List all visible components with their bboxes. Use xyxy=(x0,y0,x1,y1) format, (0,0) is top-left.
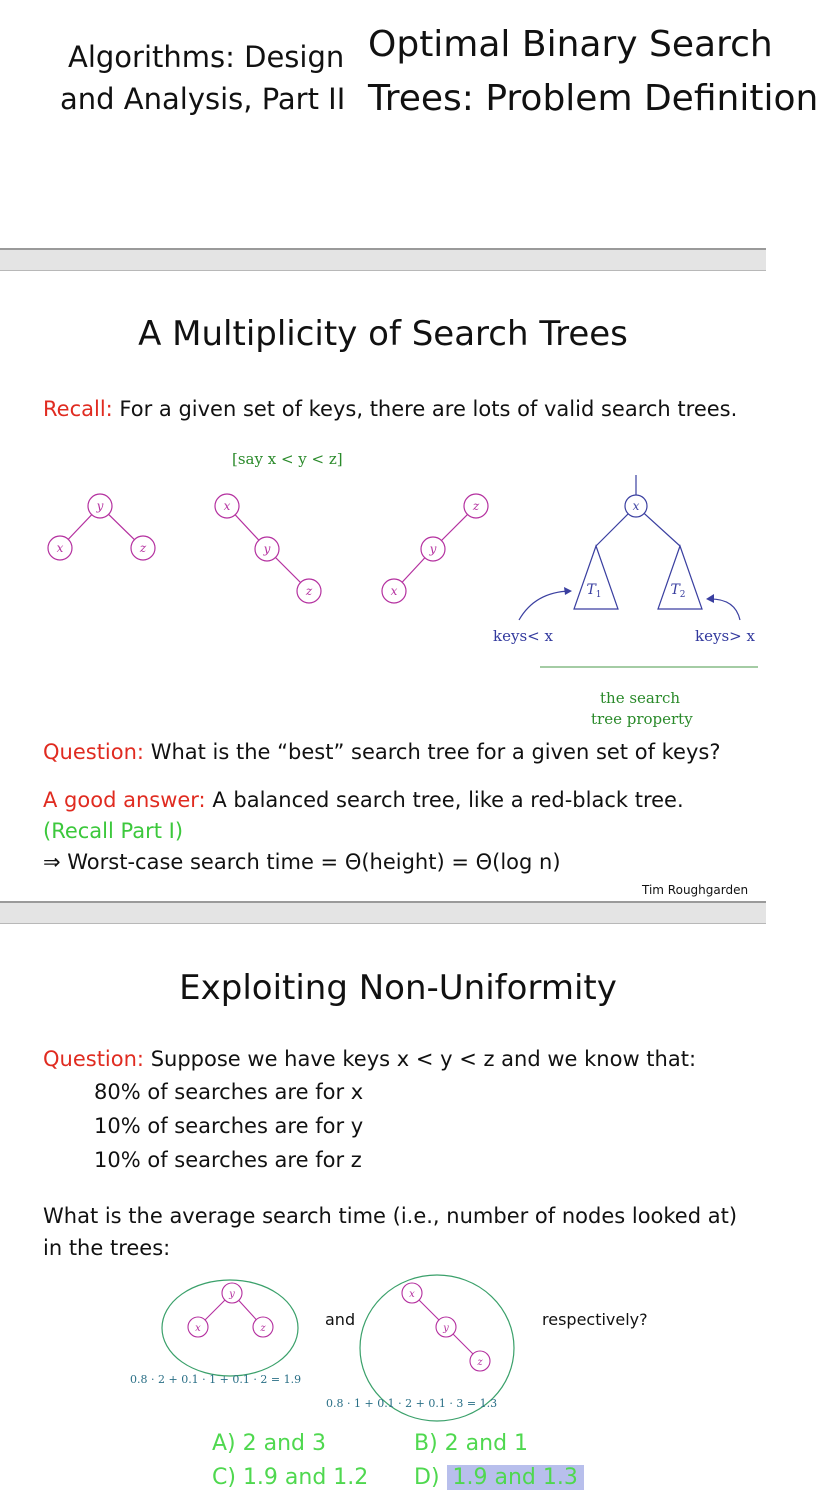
frequency-item: 80% of searches are for x xyxy=(94,1080,364,1104)
recall-text: For a given set of keys, there are lots of valid search trees. xyxy=(119,397,738,421)
question-text: What is the “best” search tree for a given set of keys? xyxy=(150,740,721,764)
answer-text: A balanced search tree, like a red-black tree. xyxy=(212,788,684,812)
recall-line xyxy=(43,397,737,421)
node-label: y xyxy=(429,542,437,556)
question-line xyxy=(43,740,720,764)
slide2-title: Exploiting Non-Uniformity xyxy=(179,968,617,1008)
frequency-item: 10% of searches are for z xyxy=(94,1148,362,1172)
and-word: and xyxy=(325,1310,356,1329)
answer-option-a[interactable]: A) 2 and 3 xyxy=(212,1431,326,1456)
node-label: x xyxy=(56,541,64,555)
answer-line xyxy=(43,788,684,812)
node-label: y xyxy=(96,499,104,513)
node-label: x xyxy=(409,1289,415,1300)
node-label: z xyxy=(477,1357,483,1368)
worst-case-line: ⇒ Worst-case search time = Θ(height) = Θ(log n) xyxy=(43,850,561,874)
keys-greater-label: keys> x xyxy=(695,627,755,645)
answer-option-d[interactable] xyxy=(414,1465,584,1490)
frequency-item: 10% of searches are for y xyxy=(94,1114,364,1138)
node-label: y xyxy=(229,1289,235,1300)
calc-tree1: 0.8 · 2 + 0.1 · 1 + 0.1 · 2 = 1.9 xyxy=(130,1373,302,1386)
node-label: x xyxy=(195,1323,201,1334)
slide1-footer: Tim Roughgarden xyxy=(642,883,749,897)
property-caption-line2: tree property xyxy=(591,710,693,728)
answer-option-d-highlight: 1.9 and 1.3 xyxy=(447,1465,584,1490)
answer-option-d-prefix: D) xyxy=(414,1465,440,1490)
answer-option-b[interactable]: B) 2 and 1 xyxy=(414,1431,529,1456)
slide2-question-line xyxy=(43,1047,696,1071)
arrow-left-head xyxy=(564,587,572,595)
slide1-title: A Multiplicity of Search Trees xyxy=(138,314,628,354)
node-label: z xyxy=(139,541,147,555)
course-title-line1: Algorithms: Design xyxy=(68,40,345,74)
course-title-line2: and Analysis, Part II xyxy=(60,82,346,116)
subtree-t1-label: $T_1$ xyxy=(586,582,602,600)
question-label: Question: xyxy=(43,740,145,764)
say-note: [say x < y < z] xyxy=(232,450,343,468)
average-question-line1: What is the average search time (i.e., number of nodes looked at) xyxy=(43,1204,738,1228)
answer-label: A good answer: xyxy=(43,788,206,812)
search-trees-diagram xyxy=(0,470,766,670)
recall-label: Recall: xyxy=(43,397,113,421)
arrow-right-head xyxy=(706,594,714,603)
slide-separator xyxy=(0,248,766,271)
arrow-left-curve xyxy=(519,591,570,620)
slide-separator xyxy=(0,901,766,924)
node-label: y xyxy=(443,1323,449,1334)
property-caption-line1: the search xyxy=(600,689,681,707)
lecture-title-line2: Trees: Problem Definition xyxy=(368,78,818,119)
node-label: z xyxy=(305,584,313,598)
respectively-word: respectively? xyxy=(542,1310,648,1329)
answer-option-c[interactable]: C) 1.9 and 1.2 xyxy=(212,1465,369,1490)
node-label: x xyxy=(223,499,231,513)
slide2-question-label: Question: xyxy=(43,1047,145,1071)
root-node-label: x xyxy=(632,499,640,513)
calc-tree2: 0.8 · 1 + 0.1 · 2 + 0.1 · 3 = 1.3 xyxy=(326,1397,498,1410)
slide2-question-text: Suppose we have keys x < y < z and we know that: xyxy=(150,1047,697,1071)
node-label: z xyxy=(260,1323,266,1334)
node-label: y xyxy=(263,542,271,556)
node-label: x xyxy=(390,584,398,598)
average-question-line2: in the trees: xyxy=(43,1236,171,1260)
keys-less-label: keys< x xyxy=(493,627,553,645)
recall-part-note: (Recall Part I) xyxy=(43,819,184,843)
subtree-t2-label: $T_2$ xyxy=(670,582,686,600)
node-label: z xyxy=(472,499,480,513)
lecture-title-line1: Optimal Binary Search xyxy=(368,24,773,65)
